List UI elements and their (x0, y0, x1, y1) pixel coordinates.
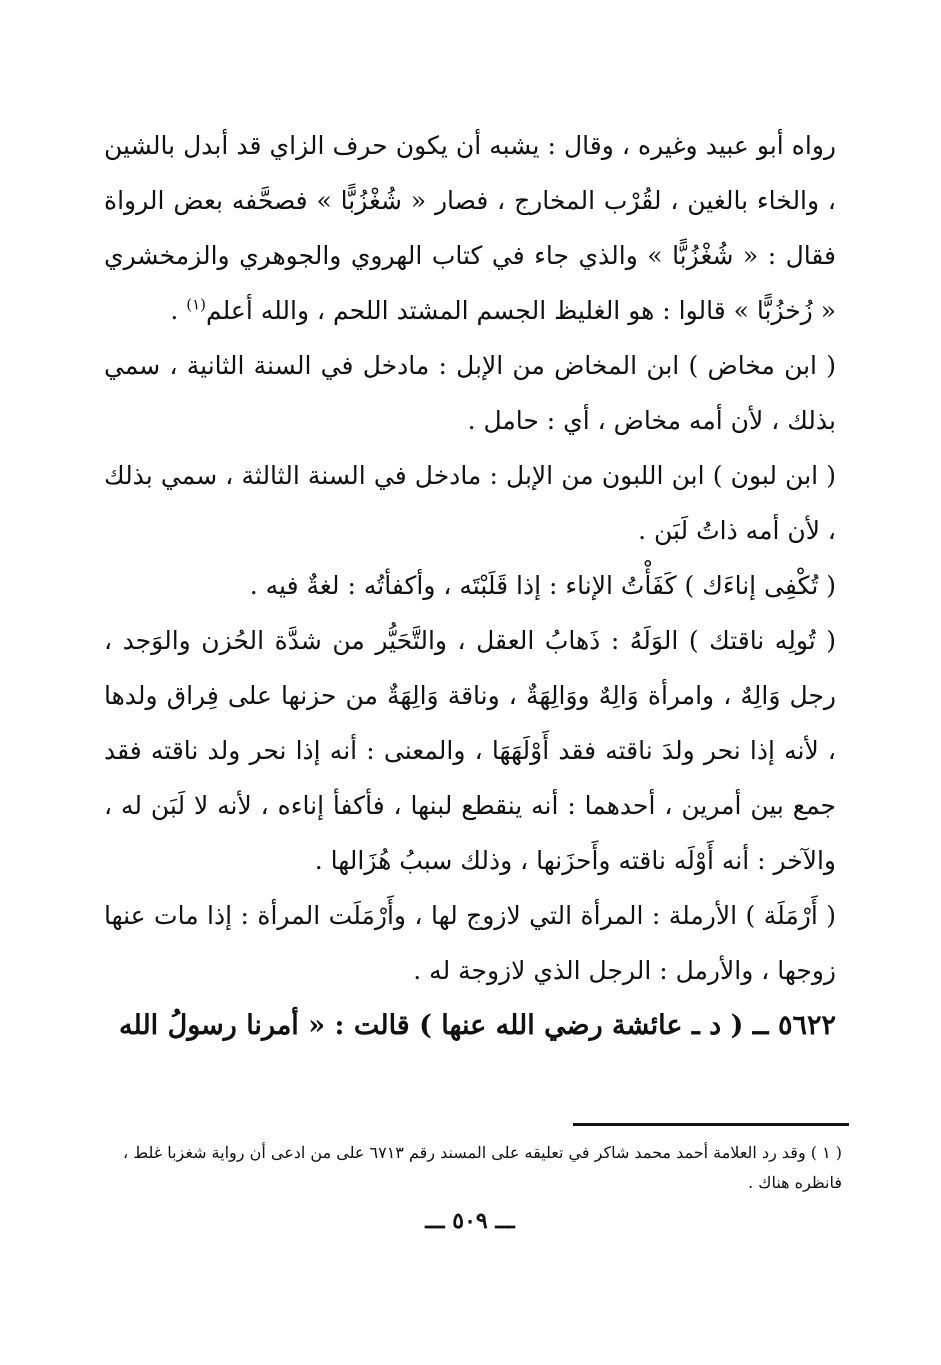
paragraph-1-text: رواه أبو عبيد وغيره ، وقال : يشبه أن يكون حرف الزاي قد أبدل بالشين ، والخاء بالغين ، لقُرْب المخارج ، فصار « شُغْزُبًّا » فصحَّفه بعض الرواة فقال : « شُغْزُبًّا » والذي جاء في كتاب الهروي والجوهري والزمخشري « زُخزُبًّا » قالوا : هو الغليظ الجسم المشتد اللحم ، والله أعلم (104, 131, 836, 325)
paragraph-tukfi-inaak: ( تُكْفِى إناءَك ) كَفَأْتُ الإناء : إذا قَلَبْتَه ، وأكفأتُه : لغةٌ فيه . (249, 571, 836, 600)
paragraph-1 (104, 118, 836, 338)
paragraph-ibn-labun: ( ابن لبون ) ابن اللبون من الإبل : مادخل في السنة الثالثة ، سمي بذلك ، لأن أمه ذاتُ لَبَن . (104, 461, 836, 545)
paragraph-armala: ( أَرْمَلَة ) الأرملة : المرأة التي لازوج لها ، وأَرْمَلَت المرأة : إذا مات عنها زوجها ، والأرمل : الرجل الذي لازوجة له . (104, 901, 836, 985)
footnote-divider (573, 1123, 849, 1126)
hadith-heading: ٥٦٢٢ ــ ( د ـ عائشة رضي الله عنها ) قالت : « أمرنا رسولُ الله (119, 1010, 836, 1041)
paragraph-1-end: . (170, 296, 187, 325)
footnote: ( ١ ) وقد رد العلامة أحمد محمد شاكر في تعليقه على المسند رقم ٦٧١٣ على من ادعى أن رواية شغزبا غلط ، فانظره هناك . (123, 1143, 842, 1192)
page-number: ـــ ٥٠٩ ـــ (425, 1208, 515, 1234)
main-text (104, 118, 836, 1053)
paragraph-ibn-makhad: ( ابن مخاض ) ابن المخاض من الإبل : مادخل في السنة الثانية ، سمي بذلك ، لأن أمه مخاض ، أي : حامل . (104, 351, 836, 435)
paragraph-tulih-naqatak: ( تُولِه ناقتك ) الوَلَهُ : ذَهابُ العقل ، والتَّحَيُّر من شدَّة الحُزن والوَجد ، رجل وَالِهٌ ، وامرأة وَالِهٌ ووَالِهَةٌ ، وناقة وَالِهَةٌ من حزنها على فِراق ولدها ، لأنه إذا نحر ولدَ ناقته فقد أَوْلَهَهَا ، والمعنى : أنه إذا نحر ولد ناقته فقد جمع بين أمرين ، أحدهما : أنه ينقطع لبنها ، فأكفأ إناءه ، لأنه لا لَبَن له ، والآخر : أنه أَوْلَه ناقته وأَحزَنها ، وذلك سببُ هُزَالها . (104, 626, 836, 875)
footnote-reference[interactable]: (١) (186, 295, 206, 314)
